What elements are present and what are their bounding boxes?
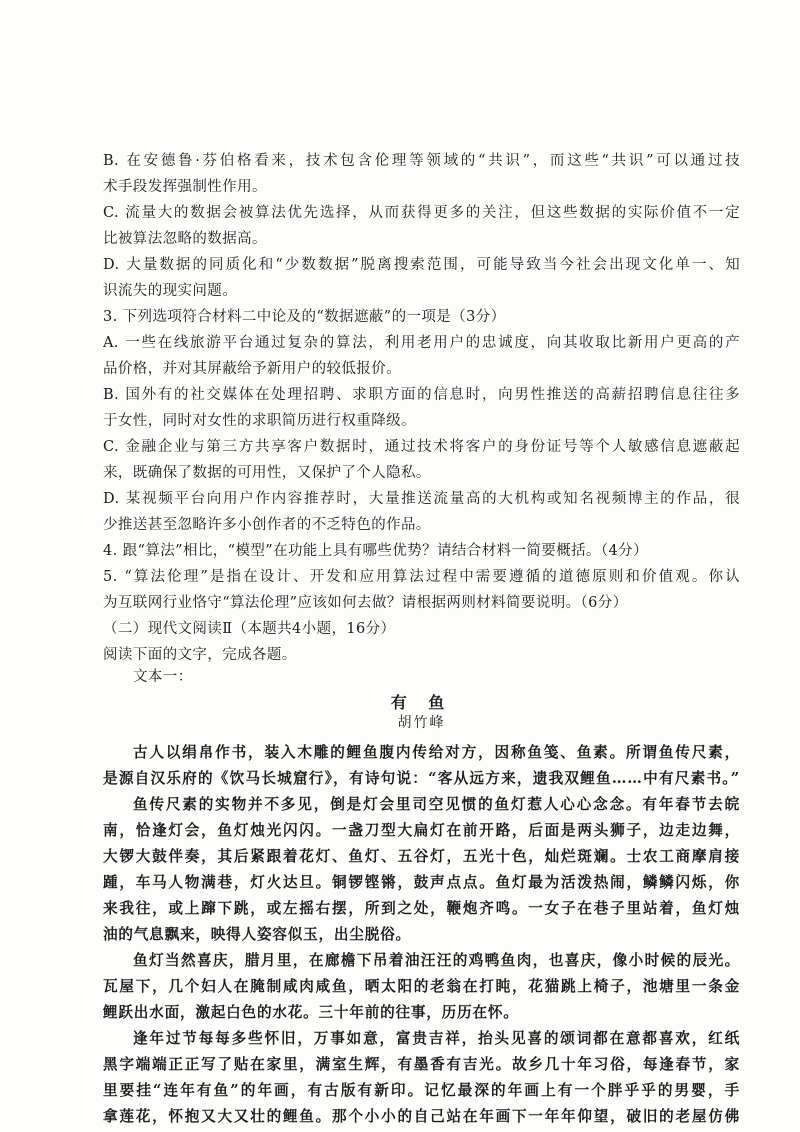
text-line: A. 一些在线旅游平台通过复杂的算法，利用老用户的忠诚度，向其收取比新用户更高的产 xyxy=(103,335,740,351)
text-line: 为互联网行业恪守“算法伦理”应该如何去做？请根据两则材料简要说明。（6分） xyxy=(103,595,628,611)
question-4: 4. 跟“算法”相比，“模型”在功能上具有哪些优势？请结合材料一简要概括。（4分） xyxy=(103,543,648,559)
story-line: 里要挂“连年有鱼”的年画，有古版有新印。记忆最深的年画上有一个胖乎乎的男婴，手 xyxy=(103,1082,740,1099)
story-line: 来我往，或上蹿下跳，或左摇右摆，所到之处，鞭炮齐鸣。一女子在巷子里站着，鱼灯烛 xyxy=(103,900,740,917)
story-line: 油的气息飘来，映得人姿容似玉，出尘脱俗。 xyxy=(103,926,411,943)
text-line: 品价格，并对其屏蔽给予新用户的较低报价。 xyxy=(103,361,401,377)
story-author: 胡竹峰 xyxy=(397,715,446,731)
text-one-label-row xyxy=(103,664,740,690)
story-line: 黑字端端正正写了贴在家里，满室生辉，有墨香有吉光。故乡几十年习俗，每逢春节，家 xyxy=(103,1056,740,1073)
story-header xyxy=(103,694,740,734)
text-line: B. 在安德鲁·芬伯格看来，技术包含伦理等领域的“共识”，而这些“共识”可以通过技 xyxy=(103,153,740,169)
story-line: 踵，车马人物满巷，灯火达旦。铜锣铿锵，鼓声点点。鱼灯最为活泼热闹，鳞鳞闪烁，你 xyxy=(103,874,740,891)
text-line: D. 大量数据的同质化和“少数数据”脱离搜索范围，可能导致当今社会出现文化单一、知 xyxy=(103,257,740,273)
story-line: 鱼传尺素的实物并不多见，倒是灯会里司空见惯的鱼灯惹人心心念念。有年春节去皖 xyxy=(133,796,740,813)
story-line: 瓦屋下，几个妇人在腌制咸肉咸鱼，晒太阳的老翁在打盹，花猫跳上椅子，池塘里一条金 xyxy=(103,978,740,995)
story-line: 南，恰逢灯会，鱼灯烛光闪闪。一盏刀型大扁灯在前开路，后面是两头狮子，边走边舞， xyxy=(103,822,740,839)
question-5: 5. “算法伦理”是指在设计、开发和应用算法过程中需要遵循的道德原则和价值观。你认 xyxy=(103,569,740,585)
story-line: 鱼灯当然喜庆，腊月里，在廊檐下吊着油汪汪的鸡鸭鱼肉，也喜庆，像小时候的辰光。 xyxy=(133,952,740,969)
question-3-stem: 3. 下列选项符合材料二中论及的“数据遮蔽”的一项是（3分） xyxy=(103,309,506,325)
text-line: 来，既确保了数据的可用性，又保护了个人隐私。 xyxy=(103,465,431,481)
text-line: 术手段发挥强制性作用。 xyxy=(103,179,267,195)
section-heading: （二）现代文阅读Ⅱ（本题共4小题，16分） xyxy=(103,621,396,637)
text-line: 于女性，同时对女性的求职简历进行权重降级。 xyxy=(103,413,416,429)
text-line: C. 金融企业与第三方共享客户数据时，通过技术将客户的身份证号等个人敏感信息遮蔽起 xyxy=(103,439,740,455)
story-line: 古人以绢帛作书，装入木雕的鲤鱼腹内传给对方，因称鱼笺、鱼素。所谓鱼传尺素， xyxy=(133,744,740,761)
text-line: 识流失的现实问题。 xyxy=(103,283,238,299)
text-line: B. 国外有的社交媒体在处理招聘、求职方面的信息时，向男性推送的高薪招聘信息往往多 xyxy=(103,387,740,403)
questions-section xyxy=(103,148,740,668)
story-line: 是源自汉乐府的《饮马长城窟行》，有诗句说：“客从远方来，遗我双鲤鱼……中有尺素书。” xyxy=(103,770,740,787)
text-line: 少推送甚至忽略许多小创作者的不乏特色的作品。 xyxy=(103,517,431,533)
text-line: D. 某视频平台向用户作内容推荐时，大量推送流量高的大机构或知名视频博主的作品，很 xyxy=(103,491,740,507)
text-line: 比被算法忽略的数据高。 xyxy=(103,231,267,247)
story-body xyxy=(103,740,740,1132)
instruction: 阅读下面的文字，完成各题。 xyxy=(103,647,297,663)
text-one-label: 文本一： xyxy=(133,669,193,685)
story-line: 逢年过节每每多些怀旧，万事如意，富贵吉祥，抬头见喜的颂词都在意都喜欢，红纸 xyxy=(133,1030,740,1047)
text-line: C. 流量大的数据会被算法优先选择，从而获得更多的关注，但这些数据的实际价值不一定 xyxy=(103,205,740,221)
story-line: 拿莲花，怀抱又大又壮的鲤鱼。那个小小的自己站在年画下一年年仰望，破旧的老屋仿佛 xyxy=(103,1108,740,1125)
story-line: 大锣大鼓伴奏，其后紧跟着花灯、鱼灯、五谷灯，五光十色，灿烂斑斓。士农工商摩肩接 xyxy=(103,848,740,865)
story-line: 鲤跃出水面，激起白色的水花。三十年前的往事，历历在怀。 xyxy=(103,1004,519,1021)
story-title: 有 鱼 xyxy=(390,693,453,712)
